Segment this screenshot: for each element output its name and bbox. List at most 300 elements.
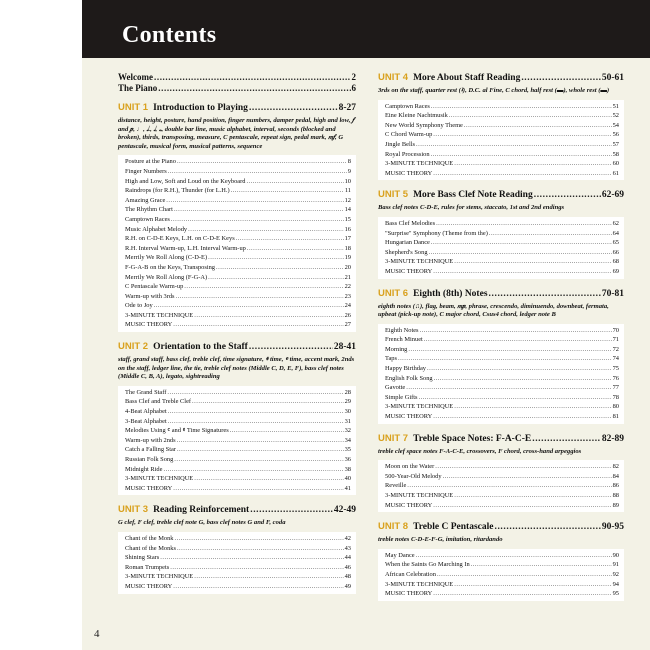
- lesson-title: Catch a Falling Star: [125, 446, 176, 454]
- unit-label: UNIT 5: [378, 189, 409, 201]
- dot-leader: [188, 225, 343, 235]
- lesson-title: Reveille: [385, 482, 407, 490]
- lesson-page: 20: [344, 263, 351, 271]
- lesson-title: MUSIC THEORY: [385, 267, 433, 275]
- dot-leader: [230, 426, 344, 436]
- lesson-entry[interactable]: [385, 501, 619, 511]
- unit-topics: eighth notes (♫), flag, beam, 𝆐𝆏, phrase, crescendo, diminuendo, downbeat, fermata, upbeat (pick-up note), C major chord, Csus4 chord, ledger note B: [378, 302, 609, 319]
- lesson-page: 84: [612, 472, 619, 480]
- lesson-page: 11: [344, 187, 351, 195]
- dot-leader: [427, 364, 612, 374]
- unit-heading[interactable]: [378, 189, 624, 201]
- lesson-entry[interactable]: [385, 345, 619, 355]
- header-bar: [82, 0, 650, 58]
- dot-leader: [443, 472, 612, 482]
- lesson-page: 75: [612, 365, 619, 373]
- lesson-title: 500-Year-Old Melody: [385, 472, 442, 480]
- dot-leader: [247, 244, 344, 254]
- lesson-entry[interactable]: [385, 326, 619, 336]
- unit-topics: G clef, F clef, treble clef note G, bass clef notes G and F, coda: [118, 519, 286, 527]
- lesson-entry[interactable]: [385, 383, 619, 393]
- lesson-entry[interactable]: [125, 397, 351, 407]
- lesson-page: 78: [612, 393, 619, 401]
- lesson-title: Merrily We Roll Along (C-D-E): [125, 254, 208, 262]
- dot-leader: [489, 288, 601, 300]
- lesson-page: 57: [612, 140, 619, 148]
- right-column: [378, 72, 624, 601]
- lesson-title: 3-MINUTE TECHNIQUE: [125, 311, 194, 319]
- lesson-page: 94: [612, 580, 619, 588]
- lesson-page: 91: [612, 561, 619, 569]
- lesson-title: Raindrops (for R.H.), Thunder (for L.H.): [125, 187, 230, 195]
- lesson-page: 48: [344, 573, 351, 581]
- lesson-entry[interactable]: [385, 589, 619, 599]
- lesson-entry[interactable]: [385, 257, 619, 267]
- lesson-title: Gavotte: [385, 384, 406, 392]
- lesson-page: 24: [344, 302, 351, 310]
- lesson-list: [118, 386, 356, 496]
- toc-entry-the-piano[interactable]: [118, 83, 356, 94]
- unit-title: Eighth (8th) Notes: [413, 288, 488, 299]
- lesson-entry[interactable]: [385, 111, 619, 121]
- unit-pages: 82-89: [601, 433, 624, 444]
- lesson-entry[interactable]: [125, 417, 351, 427]
- unit-heading[interactable]: [118, 102, 356, 114]
- lesson-title: Melodies Using 𝄴 and 𝄵 Time Signatures: [125, 427, 229, 435]
- unit-label: UNIT 6: [378, 287, 409, 299]
- lesson-title: R.H. on C-D-E Keys, L.H. on C-D-E Keys: [125, 235, 235, 243]
- lesson-title: Taps: [385, 355, 397, 363]
- lesson-title: "Surprise" Symphony (Theme from the): [385, 229, 488, 237]
- unit-heading[interactable]: [378, 288, 624, 300]
- lesson-page: 34: [344, 436, 351, 444]
- lesson-title: C Chord Warm-up: [385, 131, 433, 139]
- unit-label: UNIT 8: [378, 521, 409, 533]
- unit-pages: 50-61: [601, 73, 624, 83]
- lesson-entry[interactable]: [125, 186, 351, 196]
- lesson-page: 68: [612, 258, 619, 266]
- dot-leader: [177, 157, 347, 167]
- lesson-page: 64: [612, 229, 619, 237]
- dot-leader: [454, 402, 611, 412]
- dot-leader: [231, 186, 344, 196]
- lesson-page: 60: [612, 160, 619, 168]
- lesson-entry[interactable]: [385, 551, 619, 561]
- lesson-entry[interactable]: [385, 169, 619, 179]
- lesson-page: 28: [344, 388, 351, 396]
- lesson-entry[interactable]: [125, 436, 351, 446]
- lesson-entry[interactable]: [125, 263, 351, 273]
- lesson-entry[interactable]: [385, 140, 619, 150]
- lesson-entry[interactable]: [125, 282, 351, 292]
- lesson-entry[interactable]: [125, 292, 351, 302]
- unit-title: More Bass Clef Note Reading: [413, 190, 533, 201]
- lesson-entry[interactable]: [385, 570, 619, 580]
- dot-leader: [216, 263, 344, 273]
- lesson-entry[interactable]: [125, 244, 351, 254]
- dot-leader: [420, 326, 612, 336]
- left-column: [118, 72, 356, 594]
- lesson-page: 89: [612, 501, 619, 509]
- lesson-entry[interactable]: [385, 560, 619, 570]
- lesson-page: 16: [344, 225, 351, 233]
- lesson-entry[interactable]: [125, 253, 351, 263]
- lesson-title: Warm-up with 2nds: [125, 436, 176, 444]
- lesson-page: 29: [344, 398, 351, 406]
- toc-entry-welcome[interactable]: [118, 72, 356, 83]
- lesson-title: 3-MINUTE TECHNIQUE: [125, 475, 194, 483]
- lesson-page: 54: [612, 121, 619, 129]
- lesson-entry[interactable]: [125, 407, 351, 417]
- lesson-entry[interactable]: [385, 130, 619, 140]
- contents-page: [82, 0, 650, 650]
- lesson-entry[interactable]: [385, 267, 619, 277]
- lesson-title: Ode to Joy: [125, 302, 153, 310]
- lesson-title: Shining Stars: [125, 554, 160, 562]
- dot-leader: [174, 455, 343, 465]
- lesson-page: 18: [344, 244, 351, 252]
- lesson-title: MUSIC THEORY: [125, 484, 173, 492]
- dot-leader: [433, 501, 611, 511]
- lesson-page: 15: [344, 215, 351, 223]
- lesson-entry[interactable]: [125, 205, 351, 215]
- lesson-page: 17: [344, 235, 351, 243]
- dot-leader: [435, 462, 611, 472]
- lesson-title: Shepherd's Song: [385, 248, 428, 256]
- dot-leader: [419, 393, 612, 403]
- lesson-page: 38: [344, 465, 351, 473]
- lesson-entry[interactable]: [385, 364, 619, 374]
- lesson-page: 56: [612, 131, 619, 139]
- dot-leader: [174, 205, 344, 215]
- unit-section: [378, 433, 624, 513]
- dot-leader: [160, 553, 343, 563]
- dot-leader: [194, 311, 343, 321]
- dot-leader: [431, 238, 612, 248]
- unit-topics: distance, height, posture, hand position, finger numbers, damper pedal, high and low, 𝆑 and 𝆏, ♩, 𝅗𝅥., 𝅗𝅥, 𝅝, double bar line, music alphabet, interval, seconds (blocked and broken), thirds, transposing, measure, C pentascale, repeat sign, pedal mark, 𝆐𝆑, G pentascale, musical form, musical patterns, sequence: [118, 117, 355, 150]
- lesson-title: Merrily We Roll Along (F-G-A): [125, 273, 208, 281]
- lesson-list: [378, 324, 624, 424]
- dot-leader: [406, 383, 611, 393]
- lesson-page: 52: [612, 112, 619, 120]
- dot-leader: [429, 248, 612, 258]
- lesson-entry[interactable]: [125, 196, 351, 206]
- unit-section: [118, 504, 356, 593]
- dot-leader: [433, 589, 611, 599]
- dot-leader: [154, 301, 344, 311]
- lesson-entry[interactable]: [385, 219, 619, 229]
- lesson-page: 14: [344, 206, 351, 214]
- lesson-title: Eighth Notes: [385, 326, 419, 334]
- lesson-entry[interactable]: [385, 150, 619, 160]
- lesson-entry[interactable]: [385, 393, 619, 403]
- unit-pages: 42-49: [333, 505, 356, 516]
- unit-heading[interactable]: [378, 433, 624, 445]
- lesson-page: 41: [344, 484, 351, 492]
- dot-leader: [436, 219, 612, 229]
- dot-leader: [177, 436, 344, 446]
- dot-leader: [464, 121, 612, 131]
- lesson-page: 36: [344, 456, 351, 463]
- left-units: [118, 102, 356, 594]
- lesson-entry[interactable]: [385, 491, 619, 501]
- lesson-page: 62: [612, 219, 619, 227]
- unit-section: [118, 102, 356, 332]
- lesson-page: 70: [612, 326, 619, 334]
- lesson-title: Hungarian Dance: [385, 239, 430, 247]
- lesson-title: Warm-up with 3rds: [125, 292, 175, 300]
- lesson-entry[interactable]: [385, 580, 619, 590]
- lesson-entry[interactable]: [385, 374, 619, 384]
- lesson-entry[interactable]: [125, 582, 351, 592]
- lesson-entry[interactable]: [125, 215, 351, 225]
- lesson-entry[interactable]: [125, 234, 351, 244]
- lesson-title: Royal Procession: [385, 150, 430, 158]
- dot-leader: [171, 215, 344, 225]
- lesson-list: [378, 100, 624, 181]
- unit-heading[interactable]: [118, 504, 356, 516]
- dot-leader: [208, 253, 344, 263]
- lesson-entry[interactable]: [125, 311, 351, 321]
- lesson-title: MUSIC THEORY: [385, 169, 433, 177]
- lesson-entry[interactable]: [385, 402, 619, 412]
- dot-leader: [532, 433, 601, 445]
- dot-leader: [168, 417, 344, 427]
- dot-leader: [449, 111, 612, 121]
- lesson-page: 71: [612, 336, 619, 344]
- lesson-title: Chant of the Monk: [125, 534, 174, 542]
- lesson-title: Finger Numbers: [125, 167, 167, 175]
- unit-heading[interactable]: [378, 72, 624, 84]
- lesson-entry[interactable]: [385, 159, 619, 169]
- lesson-title: African Celebration: [385, 570, 436, 578]
- lesson-title: Happy Birthday: [385, 365, 426, 373]
- lesson-title: Roman Trumpets: [125, 563, 170, 571]
- lesson-title: Bass Clef Melodies: [385, 219, 436, 227]
- lesson-page: 51: [612, 102, 619, 110]
- unit-title: Introduction to Playing: [153, 103, 248, 113]
- dot-leader: [454, 159, 611, 169]
- lesson-entry[interactable]: [385, 481, 619, 491]
- lesson-entry[interactable]: [125, 474, 351, 484]
- lesson-entry[interactable]: [125, 544, 351, 554]
- dot-leader: [173, 582, 343, 592]
- unit-title: More About Staff Reading: [413, 73, 521, 83]
- lesson-title: Simple Gifts: [385, 393, 418, 401]
- unit-topics: 3rds on the staff, quarter rest (𝄽), D.C. al Fine, C chord, half rest (▬), whole rest (▬): [378, 87, 610, 94]
- lesson-title: Eine Kleine Nachtmusik: [385, 112, 448, 120]
- lesson-page: 9: [347, 167, 351, 175]
- lesson-title: MUSIC THEORY: [125, 582, 173, 590]
- unit-title: Orientation to the Staff: [153, 342, 248, 353]
- lesson-title: When the Saints Go Marching In: [385, 561, 470, 569]
- lesson-entry[interactable]: [125, 273, 351, 283]
- lesson-list: [378, 460, 624, 512]
- dot-leader: [176, 292, 344, 302]
- lesson-title: May Dance: [385, 551, 415, 559]
- lesson-title: New World Symphony Theme: [385, 121, 463, 129]
- toc-entry-page: 6: [351, 83, 356, 93]
- dot-leader: [433, 412, 611, 422]
- lesson-entry[interactable]: [125, 426, 351, 436]
- dot-leader: [194, 572, 343, 582]
- lesson-entry[interactable]: [125, 563, 351, 573]
- dot-leader: [173, 320, 343, 330]
- lesson-title: Music Alphabet Melody: [125, 225, 188, 233]
- dot-leader: [246, 177, 343, 187]
- unit-topics: Bass clef notes C-D-E, rules for stems, staccato, 1st and 2nd endings: [378, 204, 565, 212]
- lesson-entry[interactable]: [125, 465, 351, 475]
- unit-pages: 8-27: [338, 103, 356, 113]
- dot-leader: [521, 72, 601, 84]
- dot-leader: [192, 397, 344, 407]
- dot-leader: [454, 580, 611, 590]
- lesson-title: MUSIC THEORY: [385, 590, 433, 598]
- lesson-entry[interactable]: [125, 445, 351, 455]
- unit-section: [118, 341, 356, 495]
- lesson-page: 30: [344, 408, 351, 416]
- dot-leader: [168, 167, 347, 177]
- lesson-title: Posture at the Piano: [125, 158, 176, 166]
- lesson-title: High and Low, Soft and Loud on the Keyboard: [125, 177, 246, 185]
- lesson-title: English Folk Song: [385, 374, 433, 382]
- lesson-page: 77: [612, 384, 619, 392]
- lesson-entry[interactable]: [125, 388, 351, 398]
- lesson-title: 3-MINUTE TECHNIQUE: [125, 573, 194, 581]
- lesson-title: The Grand Staff: [125, 388, 167, 396]
- lesson-list: [378, 549, 624, 601]
- lesson-title: French Minuet: [385, 336, 423, 344]
- dot-leader: [177, 544, 344, 554]
- lesson-entry[interactable]: [385, 248, 619, 258]
- dot-leader: [407, 481, 611, 491]
- lesson-title: 4-Beat Alphabet: [125, 408, 167, 416]
- lesson-page: 86: [612, 482, 619, 490]
- lesson-title: MUSIC THEORY: [385, 413, 433, 421]
- dot-leader: [494, 521, 600, 533]
- unit-pages: 62-69: [601, 190, 624, 201]
- lesson-page: 90: [612, 551, 619, 559]
- lesson-title: 3-MINUTE TECHNIQUE: [385, 403, 454, 411]
- lesson-entry[interactable]: [125, 225, 351, 235]
- dot-leader: [431, 102, 612, 112]
- lesson-entry[interactable]: [385, 462, 619, 472]
- lesson-entry[interactable]: [385, 102, 619, 112]
- lesson-page: 80: [612, 403, 619, 411]
- dot-leader: [194, 474, 343, 484]
- lesson-page: 58: [612, 150, 619, 158]
- lesson-entry[interactable]: [125, 572, 351, 582]
- lesson-title: Morning: [385, 345, 408, 353]
- lesson-title: 3-MINUTE TECHNIQUE: [385, 492, 454, 499]
- lesson-entry[interactable]: [125, 177, 351, 187]
- lesson-entry[interactable]: [125, 455, 351, 465]
- lesson-page: 82: [612, 463, 619, 471]
- lesson-entry[interactable]: [385, 412, 619, 422]
- unit-heading[interactable]: [118, 341, 356, 353]
- lesson-title: Camptown Races: [125, 215, 170, 223]
- front-matter: [118, 72, 356, 94]
- lesson-entry[interactable]: [125, 167, 351, 177]
- dot-leader: [398, 354, 612, 364]
- lesson-entry[interactable]: [385, 335, 619, 345]
- unit-title: Treble C Pentascale: [413, 522, 494, 533]
- lesson-page: 23: [344, 292, 351, 300]
- lesson-entry[interactable]: [385, 238, 619, 248]
- lesson-title: The Rhythm Chart: [125, 206, 173, 214]
- lesson-page: 12: [344, 196, 351, 204]
- dot-leader: [416, 140, 612, 150]
- lesson-title: 3-MINUTE TECHNIQUE: [385, 580, 454, 588]
- lesson-entry[interactable]: [385, 229, 619, 239]
- lesson-page: 44: [344, 554, 351, 562]
- lesson-page: 76: [612, 374, 619, 382]
- unit-heading[interactable]: [378, 521, 624, 533]
- dot-leader: [416, 551, 612, 561]
- lesson-page: 72: [612, 345, 619, 353]
- lesson-list: [118, 155, 356, 332]
- unit-label: UNIT 2: [118, 341, 149, 353]
- lesson-entry[interactable]: [125, 157, 351, 167]
- lesson-title: MUSIC THEORY: [385, 501, 433, 509]
- lesson-page: 88: [612, 492, 619, 499]
- lesson-entry[interactable]: [385, 354, 619, 364]
- dot-leader: [454, 491, 611, 501]
- lesson-entry[interactable]: [125, 553, 351, 563]
- lesson-entry[interactable]: [125, 534, 351, 544]
- unit-topics: staff, grand staff, bass clef, treble clef, time signature, 𝄵 time, 𝄴 time, accent mark, 2nds on the staff, ledger line, the tie, treble clef notes (Middle C, D, E, F), bass clef notes (Middle C, B, A), legato, sightreading: [118, 356, 355, 381]
- unit-label: UNIT 3: [118, 504, 149, 516]
- lesson-page: 42: [344, 534, 351, 542]
- lesson-entry[interactable]: [125, 484, 351, 494]
- lesson-page: 92: [612, 570, 619, 578]
- dot-leader: [154, 72, 351, 83]
- lesson-page: 46: [344, 563, 351, 571]
- lesson-page: 65: [612, 239, 619, 247]
- dot-leader: [173, 484, 343, 494]
- unit-label: UNIT 7: [378, 432, 409, 444]
- lesson-title: R.H. Interval Warm-up, L.H. Interval Warm-up: [125, 244, 246, 252]
- lesson-entry[interactable]: [125, 320, 351, 330]
- dot-leader: [408, 345, 611, 355]
- lesson-page: 19: [344, 254, 351, 262]
- lesson-title: Camptown Races: [385, 102, 430, 110]
- page-number: 4: [94, 628, 100, 640]
- dot-leader: [250, 504, 333, 516]
- unit-title: Treble Space Notes: F-A-C-E: [413, 433, 532, 444]
- lesson-page: 21: [344, 273, 351, 281]
- lesson-entry[interactable]: [125, 301, 351, 311]
- lesson-page: 69: [612, 267, 619, 275]
- toc-entry-page: 2: [351, 72, 356, 82]
- dot-leader: [184, 282, 343, 292]
- lesson-entry[interactable]: [385, 121, 619, 131]
- lesson-entry[interactable]: [385, 472, 619, 482]
- lesson-page: 10: [344, 177, 351, 185]
- dot-leader: [158, 83, 350, 94]
- dot-leader: [534, 189, 601, 201]
- lesson-page: 61: [612, 169, 619, 177]
- dot-leader: [249, 102, 338, 114]
- dot-leader: [168, 407, 344, 417]
- lesson-list: [378, 217, 624, 279]
- unit-pages: 90-95: [601, 522, 624, 533]
- right-units: [378, 72, 624, 601]
- lesson-title: F-G-A-B on the Keys, Transposing: [125, 263, 216, 271]
- lesson-page: 27: [344, 321, 351, 329]
- lesson-title: Bass Clef and Treble Clef: [125, 398, 192, 406]
- dot-leader: [437, 570, 612, 580]
